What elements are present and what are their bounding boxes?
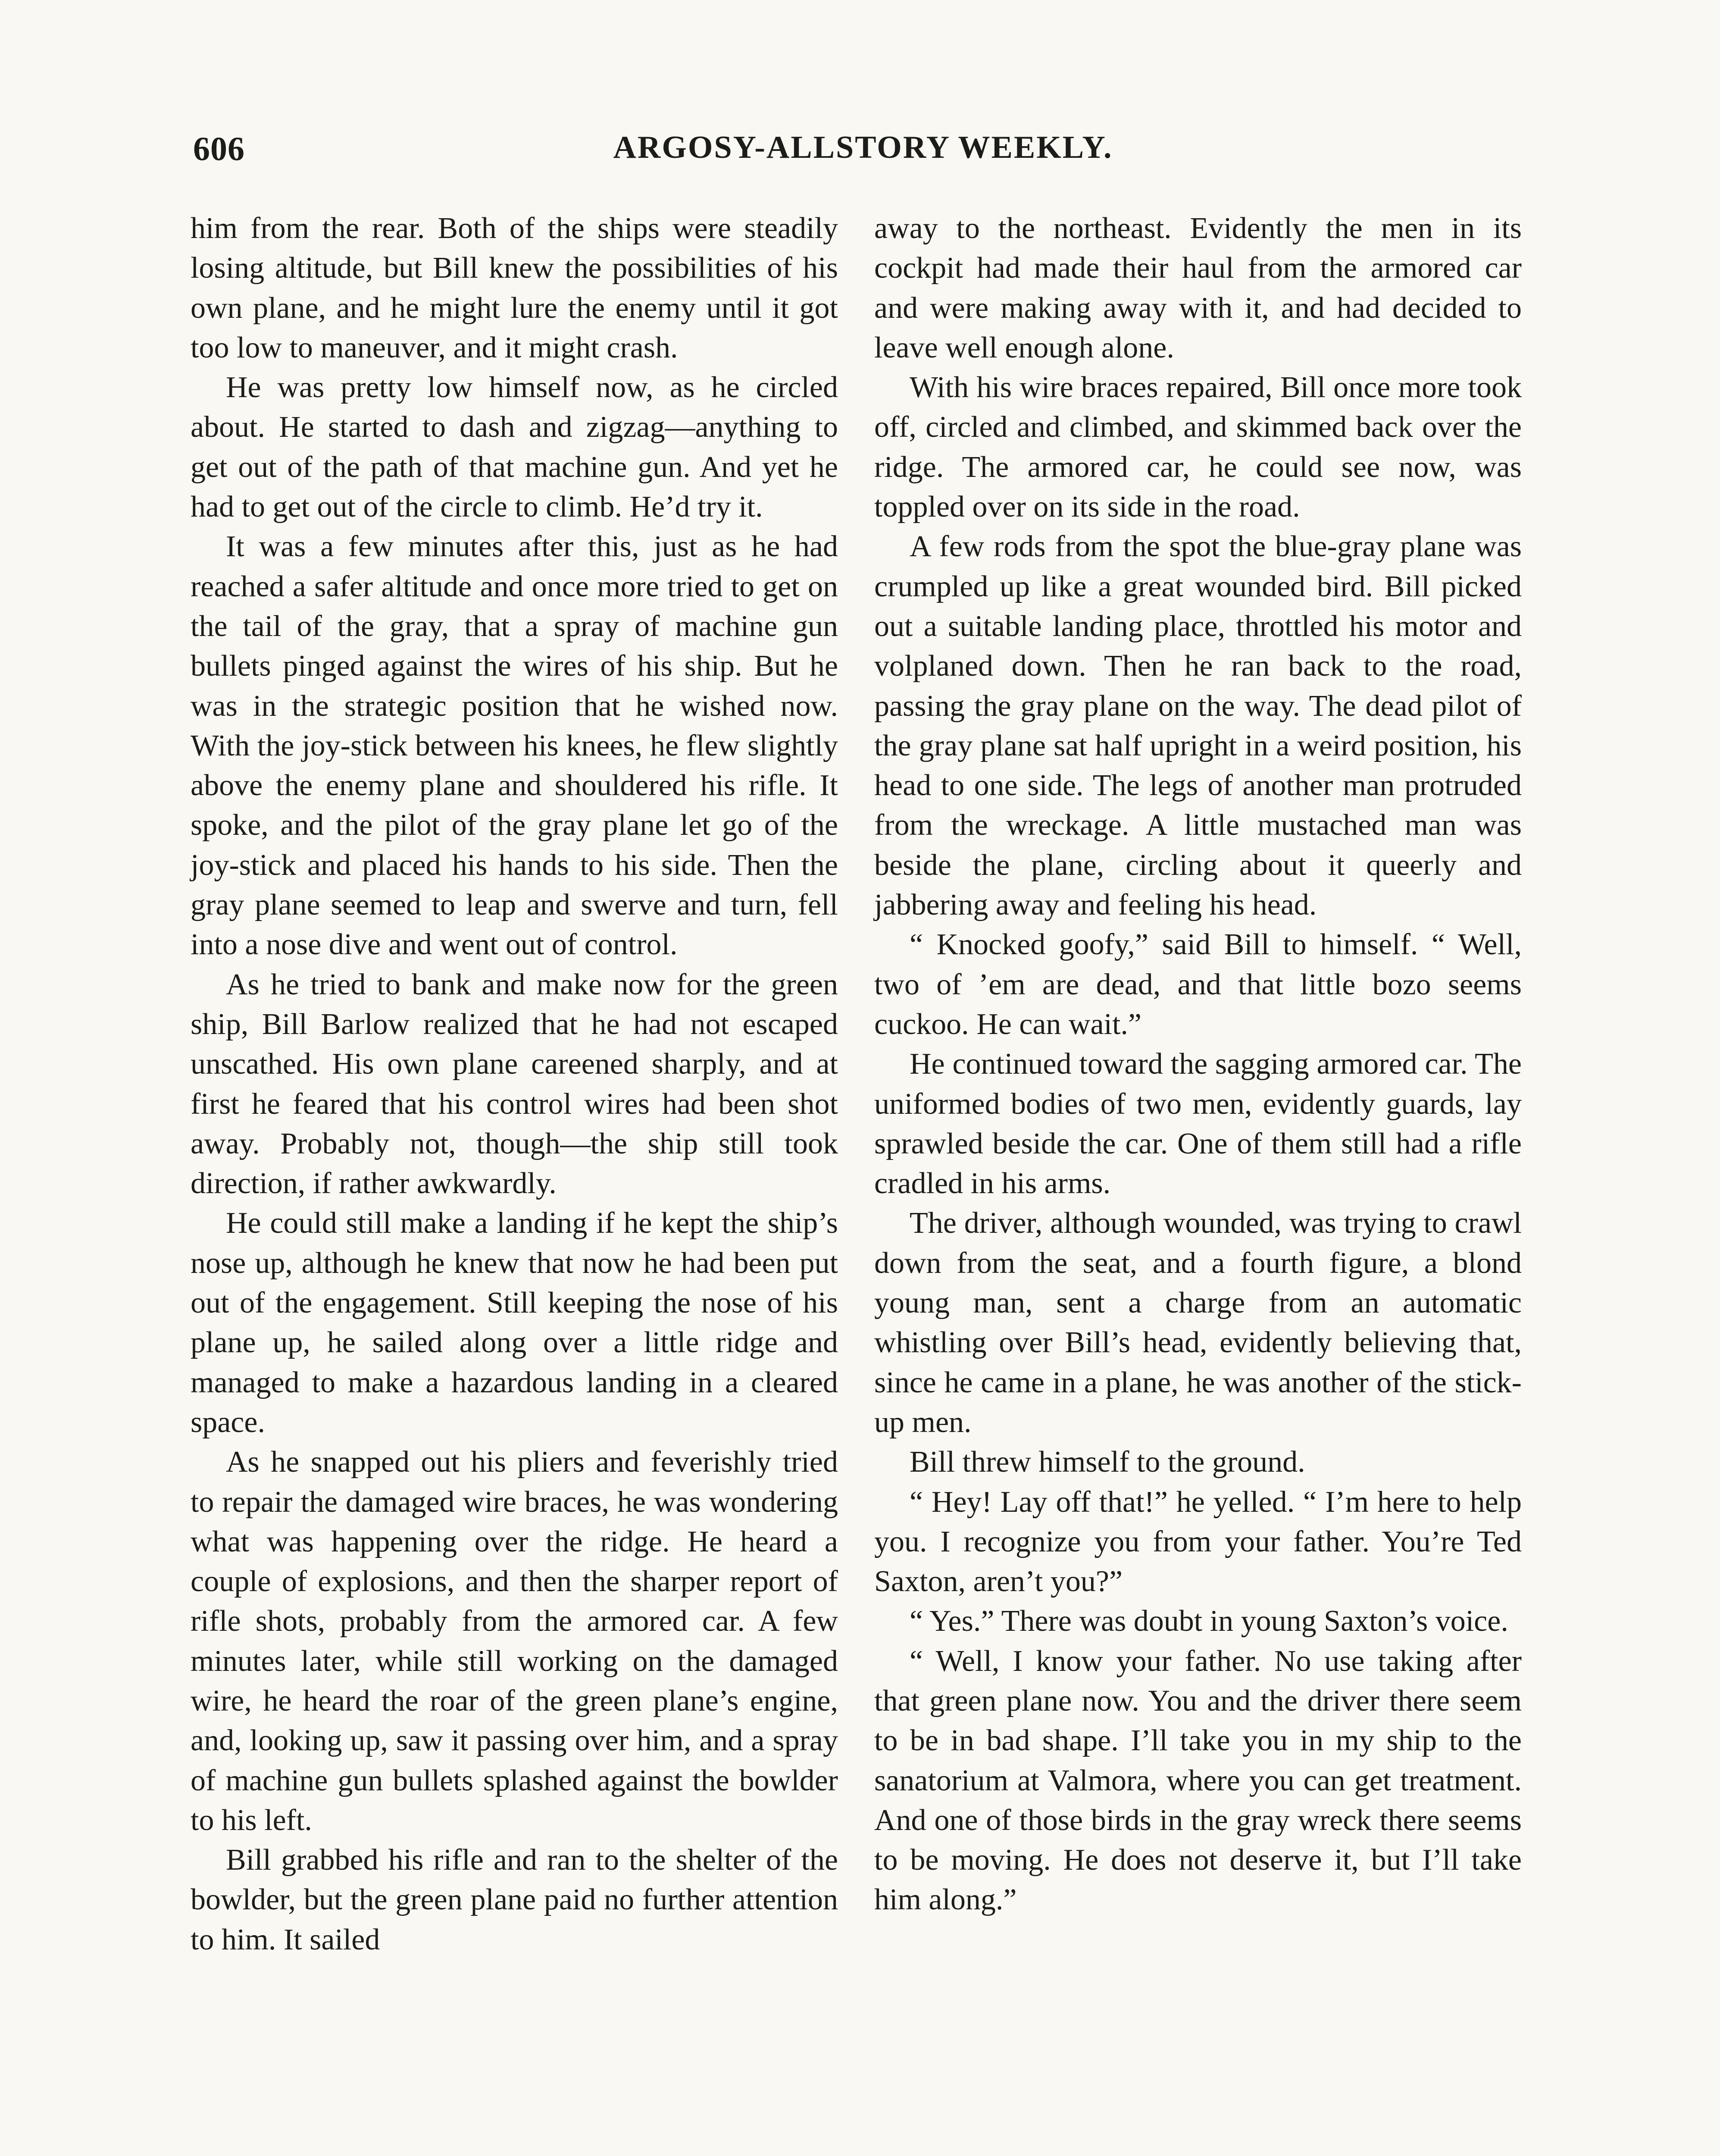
right-column bbox=[874, 209, 1522, 1920]
paragraph: “ Yes.” There was doubt in young Saxton’s voice. bbox=[910, 1604, 1508, 1638]
page-header bbox=[193, 129, 1533, 185]
running-title: ARGOSY-ALLSTORY WEEKLY. bbox=[613, 130, 1113, 165]
paragraph: As he snapped out his pliers and feverishly tried to repair the damaged wire braces, he was wondering what was happening over the ridge. He heard a couple of explosions, and then the sharper report of rifle shots, probably from the armored car. A few minutes later, while still working on the damaged wire, he heard the roar of the green plane’s engine, and, looking up, saw it passing over him, and a spray of machine gun bullets splashed against the bowlder to his left. bbox=[191, 1445, 838, 1837]
paragraph: Bill grabbed his rifle and ran to the shelter of the bowlder, but the green plane paid no further attention to him. It sailed bbox=[191, 1843, 838, 1956]
paragraph: It was a few minutes after this, just as he had reached a safer altitude and once more tried to get on the tail of the gray, that a spray of machine gun bullets pinged against the wires of his ship. But he was in the strategic position that he wished now. With the joy-stick between his knees, he flew slightly above the enemy plane and shouldered his rifle. It spoke, and the pilot of the gray plane let go of the joy-stick and placed his hands to his side. Then the gray plane seemed to leap and swerve and turn, fell into a nose dive and went out of control. bbox=[191, 530, 838, 962]
paragraph: He was pretty low himself now, as he circled about. He started to dash and zigzag—anything to get out of the path of that machine gun. And yet he had to get out of the circle to climb. He’d try it. bbox=[191, 371, 838, 524]
paragraph: A few rods from the spot the blue-gray plane was crumpled up like a great wounded bird. Bill picked out a suitable landing place, throttled his motor and volplaned down. Then he ran back to the road, passing the gray plane on the way. The dead pilot of the gray plane sat half upright in a weird position, his head to one side. The legs of another man protruded from the wreckage. A little mustached man was beside the plane, circling about it queerly and jabbering away and feeling his head. bbox=[874, 530, 1522, 922]
paragraph: With his wire braces repaired, Bill once more took off, circled and climbed, and skimmed back over the ridge. The armored car, he could see now, was toppled over on its side in the road. bbox=[874, 371, 1522, 524]
paragraph: Bill threw himself to the ground. bbox=[910, 1445, 1305, 1479]
paragraph: “ Hey! Lay off that!” he yelled. “ I’m here to help you. I recognize you from your father. You’re Ted Saxton, aren’t you?” bbox=[874, 1485, 1522, 1598]
paragraph: away to the northeast. Evidently the men in its cockpit had made their haul from the armored car and were making away with it, and had decided to leave well enough alone. bbox=[874, 212, 1522, 364]
paragraph: As he tried to bank and make now for the green ship, Bill Barlow realized that he had not escaped unscathed. His own plane careened sharply, and at first he feared that his control wires had been shot away. Probably not, though—the ship still took direction, if rather awkwardly. bbox=[191, 968, 838, 1200]
paragraph: The driver, although wounded, was trying to crawl down from the seat, and a fourth figure, a blond young man, sent a charge from an automatic whistling over Bill’s head, evidently believing that, since he came in a plane, he was another of the stick-up men. bbox=[874, 1206, 1522, 1439]
paragraph: him from the rear. Both of the ships were steadily losing altitude, but Bill knew the possibilities of his own plane, and he might lure the enemy until it got too low to maneuver, and it might crash. bbox=[191, 212, 838, 364]
page-number: 606 bbox=[193, 130, 245, 167]
left-column bbox=[191, 209, 838, 1960]
paragraph: He continued toward the sagging armored car. The uniformed bodies of two men, evidently guards, lay sprawled beside the car. One of them still had a rifle cradled in his arms. bbox=[874, 1047, 1522, 1200]
paragraph: “ Knocked goofy,” said Bill to himself. “ Well, two of ’em are dead, and that little bozo seems cuckoo. He can wait.” bbox=[874, 928, 1522, 1041]
paragraph: “ Well, I know your father. No use taking after that green plane now. You and the driver there seem to be in bad shape. I’ll take you in my ship to the sanatorium at Valmora, where you can get treatment. And one of those birds in the gray wreck there seems to be moving. He does not deserve it, but I’ll take him along.” bbox=[874, 1644, 1522, 1917]
paragraph: He could still make a landing if he kept the ship’s nose up, although he knew that now he had been put out of the engagement. Still keeping the nose of his plane up, he sailed along over a little ridge and managed to make a hazardous landing in a cleared space. bbox=[191, 1206, 838, 1439]
